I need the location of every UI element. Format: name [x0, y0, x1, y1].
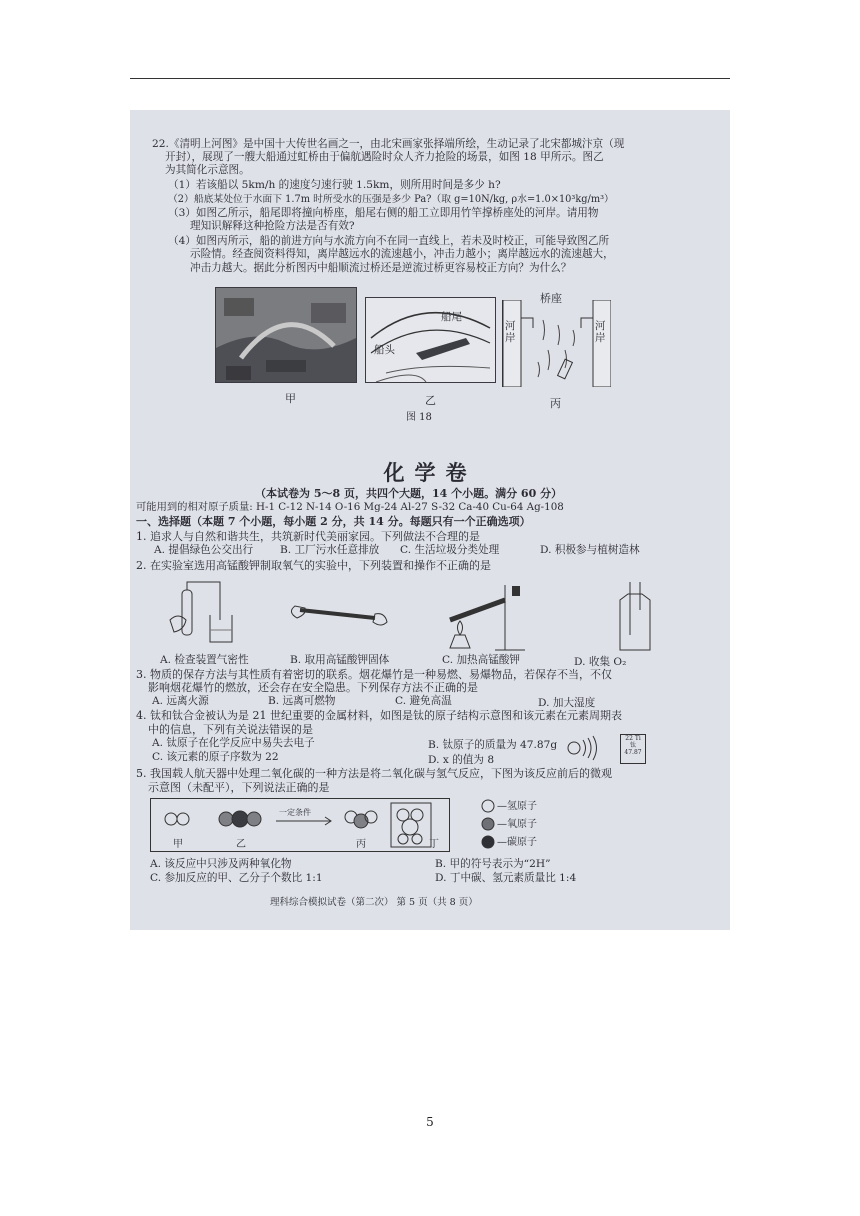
reaction-condition: 一定条件: [279, 808, 311, 817]
painting-image: [216, 288, 356, 382]
q5-option-a: A. 该反应中只涉及两种氧化物: [150, 858, 292, 870]
q1-option-b: B. 工厂污水任意排放: [280, 544, 380, 556]
atom-legend-icons: [480, 798, 496, 852]
caption-bing: 丙: [550, 397, 561, 410]
q2-option-c: C. 加热高锰酸钾: [442, 654, 521, 666]
legend-oxygen: —氧原子: [497, 819, 537, 830]
painting-figure-jia: [215, 287, 357, 383]
q2-option-d: D. 收集 O₂: [574, 656, 627, 668]
reaction-diagram-box: [150, 798, 450, 852]
q5-option-d: D. 丁中碳、氢元素质量比 1:4: [435, 872, 577, 884]
molecule-label-jia: 甲: [173, 839, 183, 850]
q2-stem: 2. 在实验室选用高锰酸钾制取氧气的实验中，下列装置和操作不正确的是: [136, 559, 491, 572]
lab-apparatus-illustrations: [160, 580, 700, 654]
atomic-masses: 可能用到的相对原子质量: H-1 C-12 N-14 O-16 Mg-24 Al-27 S-32 Ca-40 Cu-64 Ag-108: [136, 501, 564, 513]
legend-carbon: —碳原子: [497, 837, 537, 848]
label-bank-left: 河岸: [505, 320, 516, 344]
q3-option-b: B. 远离可燃物: [268, 695, 336, 707]
q2-option-a: A. 检查装置气密性: [160, 654, 249, 666]
q4-option-a: A. 钛原子在化学反应中易失去电子: [152, 737, 315, 749]
q22-sub3b: 理知识解释这种抢险方法是否有效?: [190, 220, 355, 232]
diagram-figure-bing: [502, 300, 610, 387]
q1-option-c: C. 生活垃圾分类处理: [400, 544, 500, 556]
boat-bridge-diagram: [366, 298, 495, 382]
page-number: 5: [426, 1115, 434, 1129]
header-rule: [130, 78, 730, 79]
label-bridge-seat: 桥座: [540, 292, 562, 305]
q5-option-b: B. 甲的符号表示为“2H”: [435, 858, 551, 870]
q1-option-a: A. 提倡绿色公交出行: [154, 544, 254, 556]
scanned-exam-photo: [130, 110, 730, 930]
q22-line1: 22.《清明上河图》是中国十大传世名画之一，由北宋画家张择端所绘，生动记录了北宋都城汴京（现: [152, 138, 625, 150]
q3-option-d: D. 加大湿度: [538, 697, 596, 709]
q5-stem-1: 5. 我国载人航天器中处理二氧化碳的一种方法是将二氧化碳与氢气反应，下图为该反应前后的微观: [136, 767, 612, 780]
q22-sub2: （2）船底某处位于水面下 1.7m 时所受水的压强是多少 Pa?（取 g=10N/kg, ρ水=1.0×10³kg/m³）: [168, 194, 614, 205]
exam-footer: 理科综合模拟试卷（第二次） 第 5 页（共 8 页）: [270, 897, 478, 908]
chemistry-title: 化学卷: [383, 460, 477, 485]
q22-line2: 开封），展现了一艘大船通过虹桥由于偏航遇险时众人齐力抢险的场景，如图 18 甲所示。图乙: [165, 151, 604, 163]
label-stern: 船尾: [441, 311, 462, 323]
q4-option-b: B. 钛原子的质量为 47.87g: [428, 739, 558, 751]
q3-stem-1: 3. 物质的保存方法与其性质有着密切的联系。烟花爆竹是一种易燃、易爆物品，若保存不当，不仅: [136, 668, 612, 681]
tile-element-name: 钛: [629, 742, 636, 749]
diagram-figure-yi: [365, 297, 496, 383]
q1-option-d: D. 积极参与植树造林: [540, 544, 640, 556]
molecule-label-ding: 丁: [429, 839, 439, 850]
q1-stem: 1. 追求人与自然和谐共生，共筑新时代美丽家园。下列做法不合理的是: [136, 530, 480, 543]
label-bow: 船头: [374, 344, 395, 356]
q22-sub1: （1）若该船以 5km/h 的速度匀速行驶 1.5km，则所用时间是多少 h?: [168, 179, 501, 191]
molecule-label-yi: 乙: [236, 839, 246, 850]
q2-option-b: B. 取用高锰酸钾固体: [290, 654, 390, 666]
legend-hydrogen: —氢原子: [497, 801, 537, 812]
periodic-table-tile: [620, 734, 646, 764]
q5-option-c: C. 参加反应的甲、乙分子个数比 1:1: [150, 872, 323, 884]
q4-option-c: C. 该元素的原子序数为 22: [152, 751, 279, 763]
q22-sub3a: （3）如图乙所示，船尾即将撞向桥座，船尾右侧的船工立即用竹竿撑桥座处的河岸。请用物: [168, 207, 599, 219]
tile-symbol: Ti: [634, 735, 641, 742]
q22-line3: 为其简化示意图。: [165, 164, 250, 176]
q4-option-d: D. x 的值为 8: [428, 754, 495, 766]
tile-atomic-number: 22: [625, 735, 633, 742]
q22-sub4a: （4）如图丙所示，船的前进方向与水流方向不在同一直线上，若未及时校正，可能导致图乙所: [168, 235, 610, 247]
q22-sub4b: 示险情。经查阅资料得知，离岸越远水的流速越小，冲击力越小；离岸越远水的流速越大，: [190, 248, 614, 260]
q5-stem-2: 示意图（未配平），下列说法正确的是: [148, 781, 330, 794]
q4-stem-1: 4. 钛和钛合金被认为是 21 世纪重要的金属材料，如图是钛的原子结构示意图和该元素在元素周期表: [136, 709, 622, 722]
q3-option-a: A. 远离火源: [152, 695, 209, 707]
q3-option-c: C. 避免高温: [395, 695, 452, 707]
figure-18-title: 图 18: [406, 412, 432, 423]
tile-atomic-mass: 47.87: [624, 749, 642, 756]
caption-jia: 甲: [285, 392, 296, 405]
caption-yi: 乙: [425, 394, 436, 407]
chem-info: （本试卷为 5～8 页，共四个大题，14 个小题。满分 60 分）: [255, 487, 563, 500]
molecule-label-bing: 丙: [356, 839, 366, 850]
q22-sub4c: 冲击力越大。据此分析图丙中船顺流过桥还是逆流过桥更容易校正方向？为什么？: [190, 262, 572, 274]
q3-stem-2: 影响烟花爆竹的燃放，还会存在安全隐患。下列保存方法不正确的是: [148, 681, 478, 694]
titanium-atom-structure-icon: [566, 732, 600, 764]
section-one-heading: 一、选择题（本题 7 个小题，每小题 2 分，共 14 分。每题只有一个正确选项）: [136, 515, 531, 528]
label-bank-right: 河岸: [595, 320, 606, 344]
q4-stem-2: 中的信息，下列有关说法错误的是: [148, 723, 313, 736]
